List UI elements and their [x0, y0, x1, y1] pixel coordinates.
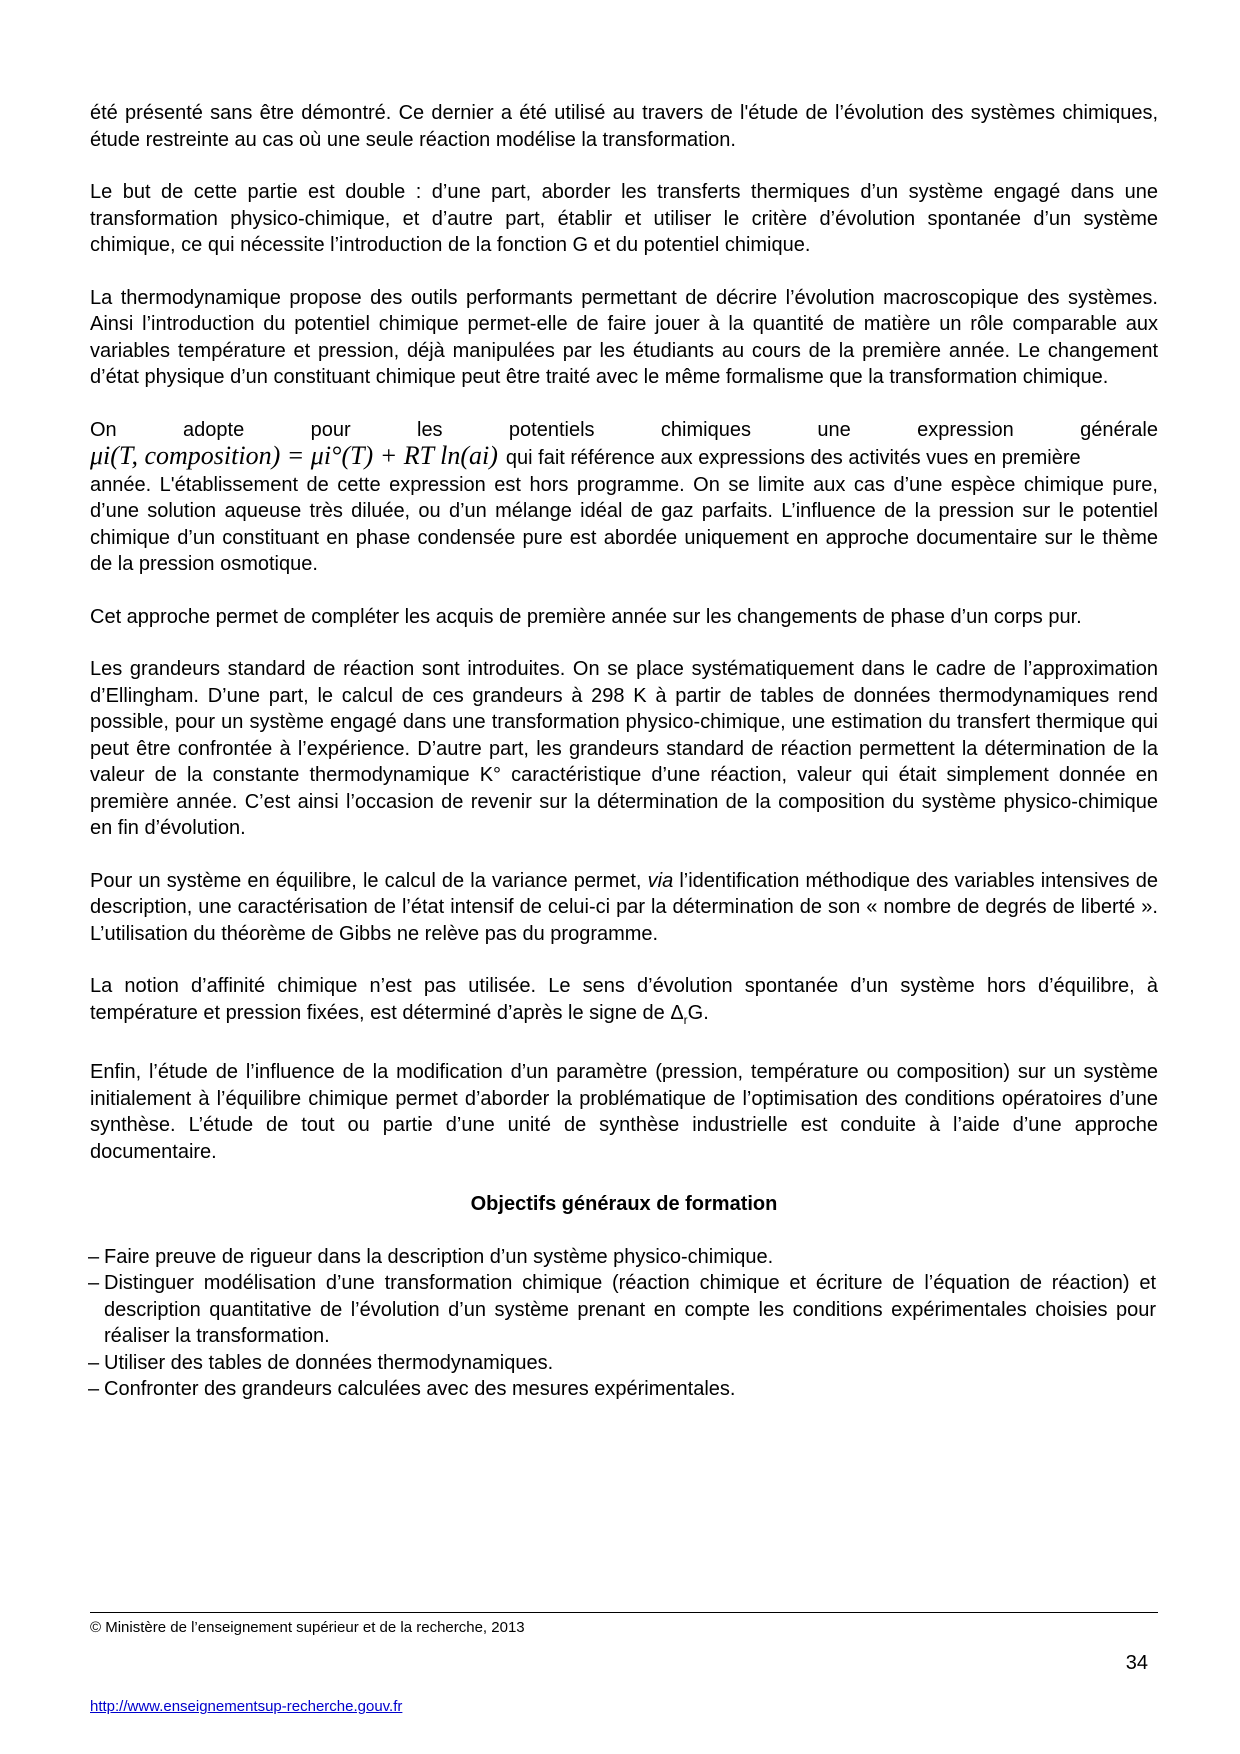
footer-url-link[interactable]: http://www.enseignementsup-recherche.gouv.fr [90, 1698, 403, 1715]
paragraph-equilibrium-shift: Enfin, l’étude de l’influence de la modification d’un paramètre (pression, température ou composition) sur un système initialement à l’équilibre chimique permet d’aborder la problématique de l’optimisation des conditions opératoires d’une synthèse. L’étude de tout ou partie d’une unité de synthèse industrielle est conduite à l’aide d’une approche documentaire. [90, 1061, 1158, 1163]
formula-line [90, 443, 1158, 472]
paragraph-affinity [90, 973, 1158, 1033]
paragraph-chemical-potential [90, 417, 1158, 578]
objective-text: Faire preuve de rigueur dans la description d’un système physico-chimique. [104, 1245, 774, 1268]
page-number: 34 [1125, 1652, 1148, 1674]
objective-text: Utiliser des tables de données thermodynamiques. [104, 1351, 554, 1374]
formula-intro: On adopte pour les potentiels chimiques une expression générale [90, 418, 1158, 441]
dash-bullet: – [88, 1245, 100, 1268]
document-body [90, 100, 1158, 1403]
affinity-sub: r [683, 1012, 688, 1027]
objectives-heading: Objectifs généraux de formation [470, 1193, 778, 1215]
objective-text: Distinguer modélisation d’une transformation chimique (réaction chimique et écriture de l’équation de réaction) et description quantitative de l’évolution d’un système prenant en compte les conditions expérimentales choisies pour réaliser la transformation. [104, 1272, 1156, 1347]
paragraph-intro: été présenté sans être démontré. Ce dernier a été utilisé au travers de l'étude de l’évolution des systèmes chimiques, étude restreinte au cas où une seule réaction modélise la transformation. [90, 102, 1158, 151]
objective-text: Confronter des grandeurs calculées avec des mesures expérimentales. [104, 1378, 736, 1400]
dash-bullet: – [88, 1272, 100, 1294]
dash-bullet: – [88, 1351, 100, 1374]
affinity-text: La notion d’affinité chimique n’est pas utilisée. Le sens d’évolution spontanée d’un système hors d’équilibre, à température et pression fixées, est déterminé d’après le signe de Δ [90, 975, 1158, 1024]
paragraph-phase-changes: Cet approche permet de compléter les acquis de première année sur les changements de phase d’un corps pur. [90, 605, 1082, 628]
objectives-list [88, 1244, 1156, 1403]
variance-before: Pour un système en équilibre, le calcul de la variance permet, [90, 869, 642, 892]
list-item [88, 1350, 1156, 1377]
paragraph-variance [90, 868, 1158, 948]
footer-copyright: © Ministère de l’enseignement supérieur et de la recherche, 2013 [90, 1619, 525, 1636]
footer-rule [90, 1612, 1158, 1613]
chemical-potential-formula: μi(T, composition) = μi°(T) + RT ln(ai) [90, 441, 498, 470]
list-item [88, 1244, 1156, 1271]
formula-rest: année. L'établissement de cette expression est hors programme. On se limite aux cas d’une espèce chimique pure, d’une solution aqueuse très diluée, ou d’un mélange idéal de gaz parfaits. L’influence de la pression sur le potentiel chimique d’un constituant en phase condensée pure est abordée uniquement en approche documentaire sur le thème de la pression osmotique. [90, 473, 1158, 575]
paragraph-standard-quantities: Les grandeurs standard de réaction sont introduites. On se place systématiquement dans le cadre de l’approximation d’Ellingham. D’une part, le calcul de ces grandeurs à 298 K à partir de tables de données thermodynamiques rend possible, pour un système engagé dans une transformation physico-chimique, une estimation du transfert thermique qui peut être confrontée à l’expérience. D’autre part, les grandeurs standard de réaction permettent la détermination de la valeur de la constante thermodynamique K° caractéristique d’une réaction, valeur qui était simplement donnée en première année. C’est ainsi l’occasion de revenir sur la détermination de la composition du système physico-chimique en fin d’évolution. [90, 658, 1158, 839]
dash-bullet: – [88, 1378, 100, 1400]
list-item [88, 1376, 1156, 1403]
list-item [88, 1270, 1156, 1350]
paragraph-purpose: Le but de cette partie est double : d’une part, aborder les transferts thermiques d’un système engagé dans une transformation physico-chimique, et d’autre part, établir et utiliser le critère d’évolution spontanée d’un système chimique, ce qui nécessite l’introduction de la fonction G et du potentiel chimique. [90, 181, 1158, 256]
page-footer [90, 1612, 1158, 1715]
formula-after-text: qui fait référence aux expressions des activités vues en première [505, 447, 1081, 469]
paragraph-thermodynamics: La thermodynamique propose des outils performants permettant de décrire l’évolution macroscopique des systèmes. Ainsi l’introduction du potentiel chimique permet-elle de faire jouer à la quantité de matière un rôle comparable aux variables température et pression, déjà manipulées par les étudiants au cours de la première année. Le changement d’état physique d’un constituant chimique peut être traité avec le même formalisme que la transformation chimique. [90, 286, 1158, 388]
variance-italic: via [647, 869, 674, 892]
affinity-end: G. [687, 1001, 709, 1024]
variance-after: l’identification méthodique des variables intensives de description, une caractérisation de l’état intensif de celui-ci par la détermination de son « nombre de degrés de liberté ». L’utilisation du théorème de Gibbs ne relève pas du programme. [90, 869, 1158, 945]
